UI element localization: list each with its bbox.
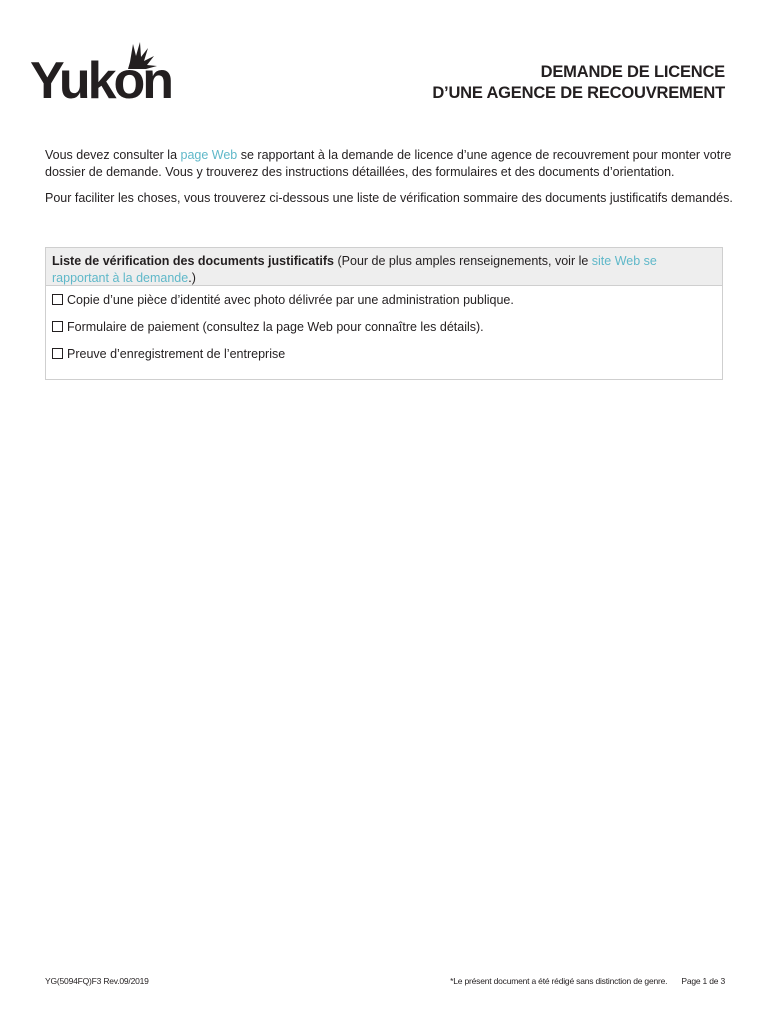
yukon-logo [30, 40, 172, 102]
page-title [432, 62, 725, 104]
intro-paragraph [45, 147, 735, 180]
checklist-heading [46, 248, 722, 286]
gender-note: *Le présent document a été rédigé sans distinction de genre. [450, 976, 668, 986]
logo-wordmark: Yukon [30, 52, 172, 102]
checklist-heading-bold: Liste de vérification des documents justificatifs [52, 254, 335, 268]
footer-right [450, 976, 725, 987]
checklist-heading-text: (Pour de plus amples renseignements, voir le [334, 254, 592, 268]
page-number: Page 1 de 3 [681, 976, 725, 986]
checkbox[interactable] [52, 348, 63, 359]
checkbox[interactable] [52, 294, 63, 305]
checklist-heading-end: .) [188, 270, 196, 285]
checklist-item [46, 340, 722, 367]
checklist-item [46, 313, 722, 340]
intro-text-after: se rapportant à la demande de licence d’une agence de recouvrement pour monter votre dossier de demande. Vous y trouverez des instructions détaillées, des formulaires et des documents d’orientation. [45, 148, 732, 179]
site-web-link[interactable]: site Web se rapportant à la demande [52, 254, 657, 285]
title-line-1: DEMANDE DE LICENCE [540, 63, 725, 81]
checklist-item-label: Preuve d’enregistrement de l’entreprise [67, 346, 286, 361]
checkbox[interactable] [52, 321, 63, 332]
page-web-link[interactable]: page Web [180, 148, 238, 162]
document-checklist [45, 247, 723, 380]
title-line-2: D’UNE AGENCE DE RECOUVREMENT [432, 84, 725, 102]
form-code: YG(5094FQ)F3 Rev.09/2019 [45, 976, 149, 986]
checklist-intro-paragraph: Pour faciliter les choses, vous trouverez ci-dessous une liste de vérification sommaire des documents justificatifs demandés. [45, 191, 733, 205]
intro-text-before: Vous devez consulter la [45, 148, 181, 162]
checklist-item-label: Copie d’une pièce d’identité avec photo délivrée par une administration publique. [67, 292, 514, 307]
checklist-item-label: Formulaire de paiement (consultez la page Web pour connaître les détails). [67, 319, 484, 334]
checklist-item [46, 286, 722, 313]
